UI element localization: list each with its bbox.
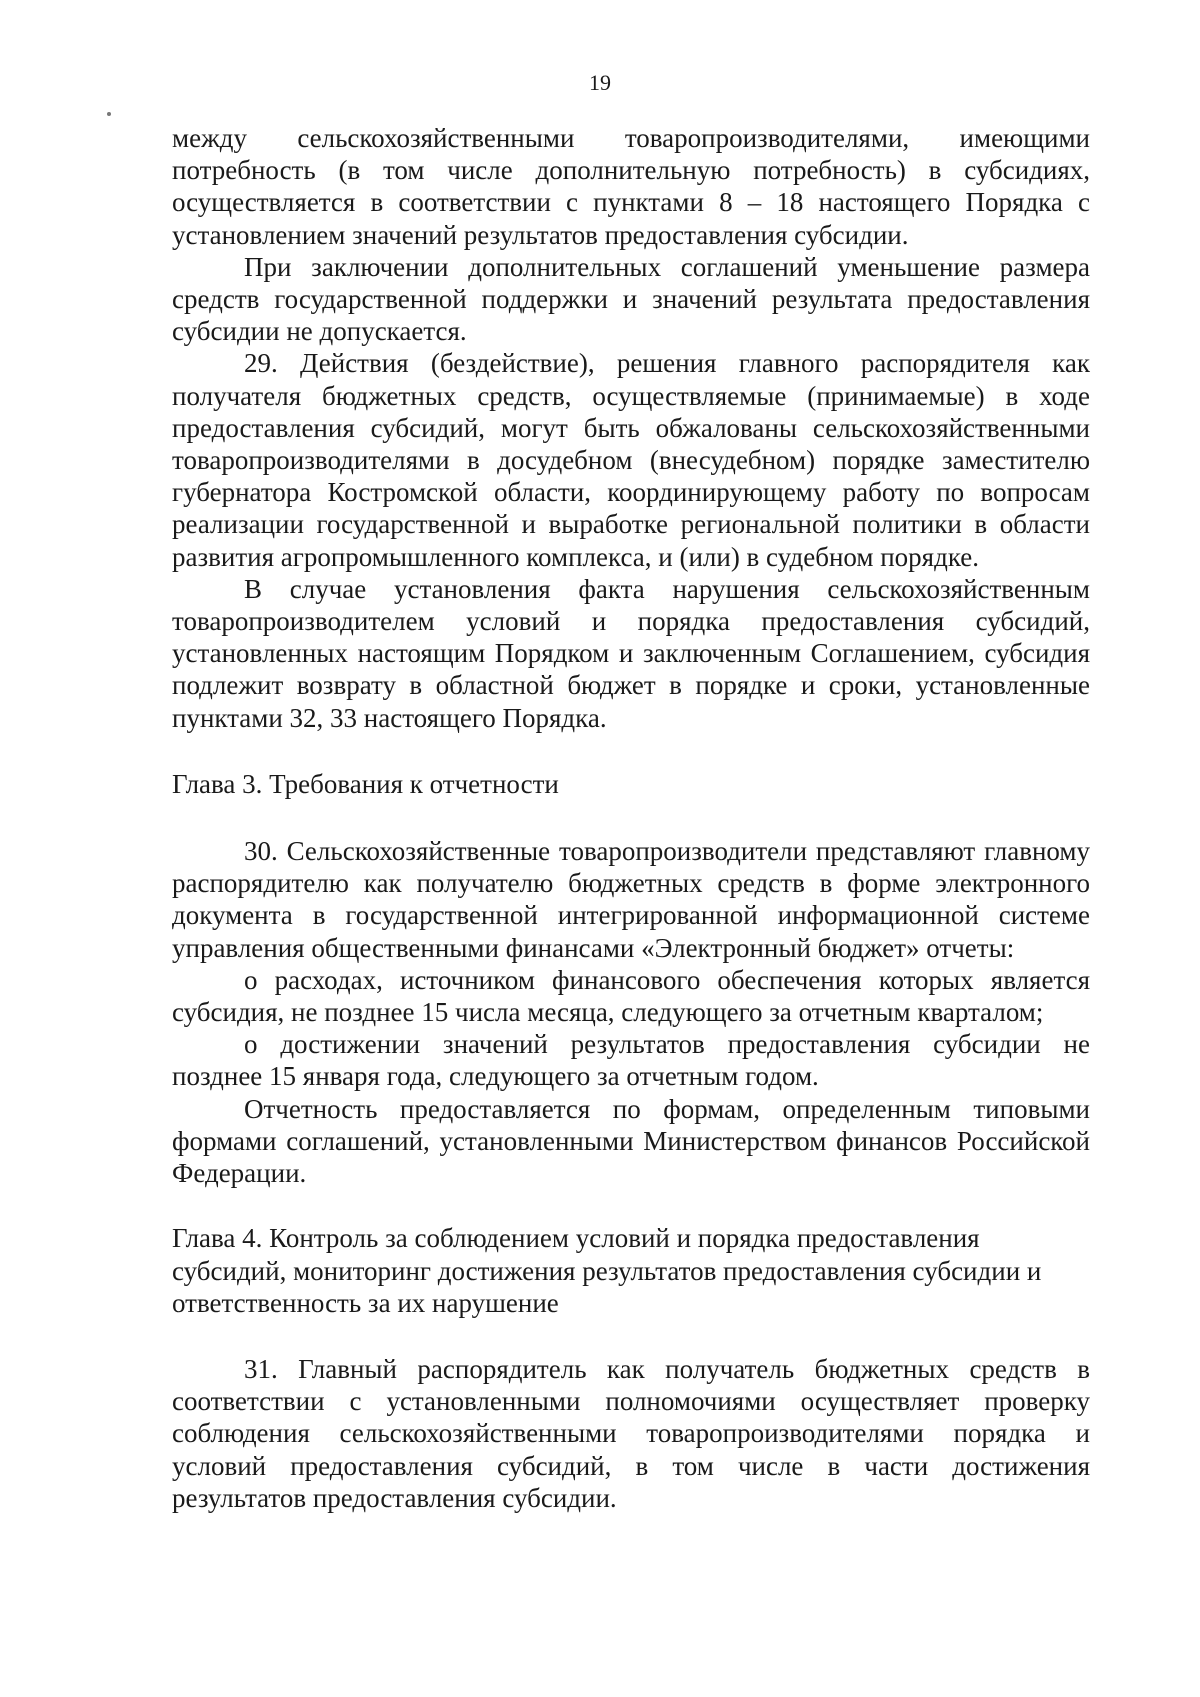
chapter-4-heading-line-1: Глава 4. Контроль за соблюдением условий и порядка предоставления xyxy=(172,1223,980,1254)
document-body xyxy=(172,122,1090,1514)
scan-speck xyxy=(107,112,111,116)
paragraph-30-reports: 30. Сельскохозяйственные товаропроизводители представляют главному распорядителю как получателю бюджетных средств в форме электронного документа в государственной интегрированной информационной системе управления общественными финансами «Электронный бюджет» отчеты: xyxy=(172,836,1090,963)
paragraph-additional-agreements: При заключении дополнительных соглашений уменьшение размера средств государственной поддержки и значений результата предоставления субсидии не допускается. xyxy=(172,251,1090,347)
page-number: 19 xyxy=(589,70,611,95)
paragraph-violation-refund: В случае установления факта нарушения сельскохозяйственным товаропроизводителем условий и порядка предоставления субсидий, установленных настоящим Порядком и заключенным Соглашением, субсидия подлежит возврату в областной бюджет в порядке и сроки, установленные пунктами 32, 33 настоящего Порядка. xyxy=(172,573,1090,733)
chapter-3-heading: Глава 3. Требования к отчетности xyxy=(172,768,559,799)
paragraph-continuation: между сельскохозяйственными товаропроизводителями, имеющими потребность (в том числе дополнительную потребность) в субсидиях, осуществляется в соответствии с пунктами 8 – 18 настоящего Порядка с установлением значений результатов предоставления субсидии. xyxy=(172,123,1090,250)
paragraph-29-appeal: 29. Действия (бездействие), решения главного распорядителя как получателя бюджетных средств, осуществляемые (принимаемые) в ходе предоставления субсидий, могут быть обжалованы сельскохозяйственными товаропроизводителями в досудебном (внесудебном) порядке заместителю губернатора Костромской области, координирующему работу по вопросам реализации государственной и выработке региональной политики в области развития агропромышленного комплекса, и (или) в судебном порядке. xyxy=(172,348,1090,572)
chapter-4-heading-line-3: ответственность за их нарушение xyxy=(172,1287,559,1318)
paragraph-report-forms: Отчетность предоставляется по формам, определенным типовыми формами соглашений, установленными Министерством финансов Российской Федерации. xyxy=(172,1093,1090,1189)
chapter-4-heading-line-2: субсидий, мониторинг достижения результатов предоставления субсидии и xyxy=(172,1255,1042,1286)
paragraph-31-control: 31. Главный распорядитель как получатель бюджетных средств в соответствии с установленными полномочиями осуществляет проверку соблюдения сельскохозяйственными товаропроизводителями порядка и условий предоставления субсидий, в том числе в части достижения результатов предоставления субсидии. xyxy=(172,1353,1090,1513)
paragraph-results-report: о достижении значений результатов предоставления субсидии не позднее 15 января года, следующего за отчетным годом. xyxy=(172,1029,1090,1092)
paragraph-expense-report: о расходах, источником финансового обеспечения которых является субсидия, не позднее 15 числа месяца, следующего за отчетным кварталом; xyxy=(172,964,1090,1028)
